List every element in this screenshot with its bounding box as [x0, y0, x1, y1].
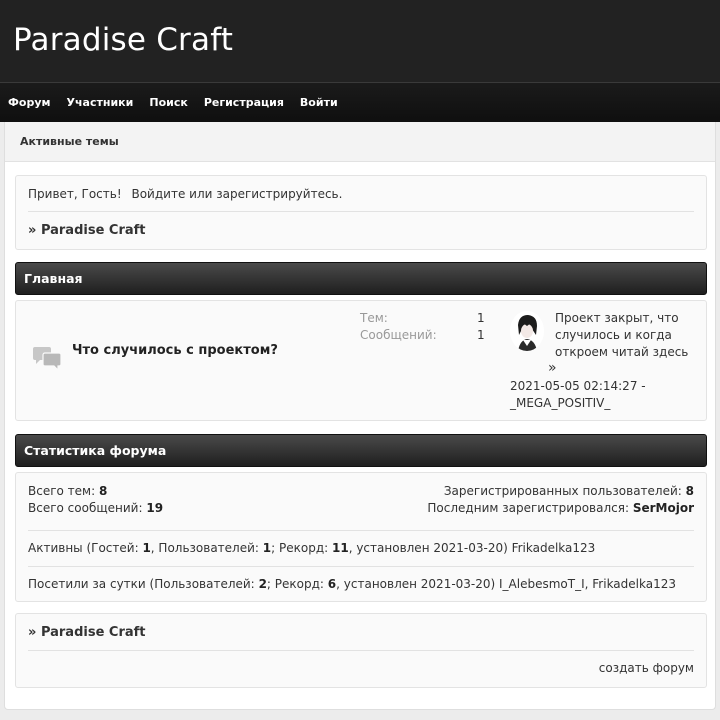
avatar[interactable] — [510, 311, 544, 351]
daily-label: Посетили за сутки (Пользователей: — [28, 577, 255, 591]
stats-title: Статистика форума — [24, 443, 167, 458]
category-header — [15, 262, 707, 295]
chat-bubbles-icon — [31, 346, 63, 372]
last-post-author[interactable]: _MEGA_POSITIV_ — [510, 396, 611, 410]
posts-label: Сообщений: — [360, 328, 437, 342]
site-header — [0, 0, 720, 82]
last-registered-row — [427, 501, 694, 515]
divider — [28, 530, 694, 531]
avatar-image — [510, 311, 544, 351]
footer-box — [15, 613, 707, 688]
forum-link[interactable]: Что случилось с проектом? — [72, 343, 278, 358]
breadcrumb-arrow: » — [28, 223, 37, 238]
online-record-suffix: , установлен 2021-03-20) Frikadelka123 — [348, 541, 596, 555]
active-topics-link[interactable]: Активные темы — [20, 135, 119, 148]
last-registered-user-link[interactable]: SerMojor — [632, 501, 694, 515]
total-posts-label: Всего сообщений: — [28, 501, 143, 515]
greeting-box — [15, 175, 707, 250]
breadcrumb — [28, 223, 146, 238]
registered-label: Зарегистрированных пользователей: — [443, 484, 682, 498]
breadcrumb-home-link[interactable]: Paradise Craft — [40, 223, 146, 238]
nav-login[interactable]: Войти — [299, 96, 338, 109]
last-registered-label: Последним зарегистрировался: — [427, 501, 629, 515]
nav-register[interactable]: Регистрация — [203, 96, 284, 109]
greeting-text: Привет, Гость! — [28, 187, 122, 201]
total-topics-label: Всего тем: — [28, 484, 96, 498]
online-label: Активны (Гостей: — [28, 541, 139, 555]
last-post-meta — [510, 361, 700, 412]
stats-box — [15, 472, 707, 602]
last-post-info — [555, 310, 705, 361]
total-posts-value: 19 — [146, 501, 164, 515]
footer-home-link[interactable]: Paradise Craft — [40, 625, 146, 640]
login-register-link[interactable]: Войдите или зарегистрируйтесь. — [131, 187, 343, 201]
registered-value: 8 — [685, 484, 694, 498]
last-post-link[interactable]: Проект закрыт, что случилось и когда откроем читай здесь — [555, 311, 689, 359]
daily-visitors-row — [28, 577, 676, 591]
online-guests-value: 1 — [142, 541, 151, 555]
stats-header — [15, 434, 707, 467]
posts-count: 1 — [477, 328, 485, 342]
daily-record-suffix: , установлен 2021-03-20) I_AlebesmoT_I, Frikadelka123 — [336, 577, 676, 591]
category-title-link[interactable]: Главная — [24, 271, 83, 286]
total-posts-row — [28, 501, 163, 515]
last-post-arrow[interactable]: » — [548, 360, 557, 376]
subbar — [5, 122, 715, 162]
online-users-value: 1 — [262, 541, 272, 555]
main-nav — [0, 82, 720, 122]
divider — [28, 566, 694, 567]
topics-label: Тем: — [360, 311, 388, 325]
divider — [28, 650, 694, 651]
total-topics-value: 8 — [98, 484, 108, 498]
online-record-value: 11 — [332, 541, 349, 555]
daily-users-value: 2 — [258, 577, 267, 591]
topics-count: 1 — [477, 311, 485, 325]
total-topics-row — [28, 484, 107, 498]
greeting-line — [28, 187, 342, 201]
online-row — [28, 541, 595, 555]
footer-breadcrumb — [28, 625, 146, 640]
content-panel — [4, 122, 716, 710]
online-record-label: ; Рекорд: — [271, 541, 329, 555]
daily-record-value: 6 — [327, 577, 337, 591]
create-forum-link[interactable]: создать форум — [598, 661, 694, 675]
nav-search[interactable]: Поиск — [149, 96, 188, 109]
nav-forum[interactable]: Форум — [8, 96, 51, 109]
breadcrumb-arrow: » — [28, 625, 37, 640]
nav-members[interactable]: Участники — [66, 96, 134, 109]
divider — [28, 211, 694, 212]
forum-row — [15, 300, 707, 421]
online-users-label: , Пользователей: — [150, 541, 259, 555]
last-post-date: 2021-05-05 02:14:27 - — [510, 379, 646, 393]
site-title[interactable]: Paradise Craft — [13, 22, 234, 58]
daily-record-label: ; Рекорд: — [266, 577, 324, 591]
registered-row — [444, 484, 694, 498]
